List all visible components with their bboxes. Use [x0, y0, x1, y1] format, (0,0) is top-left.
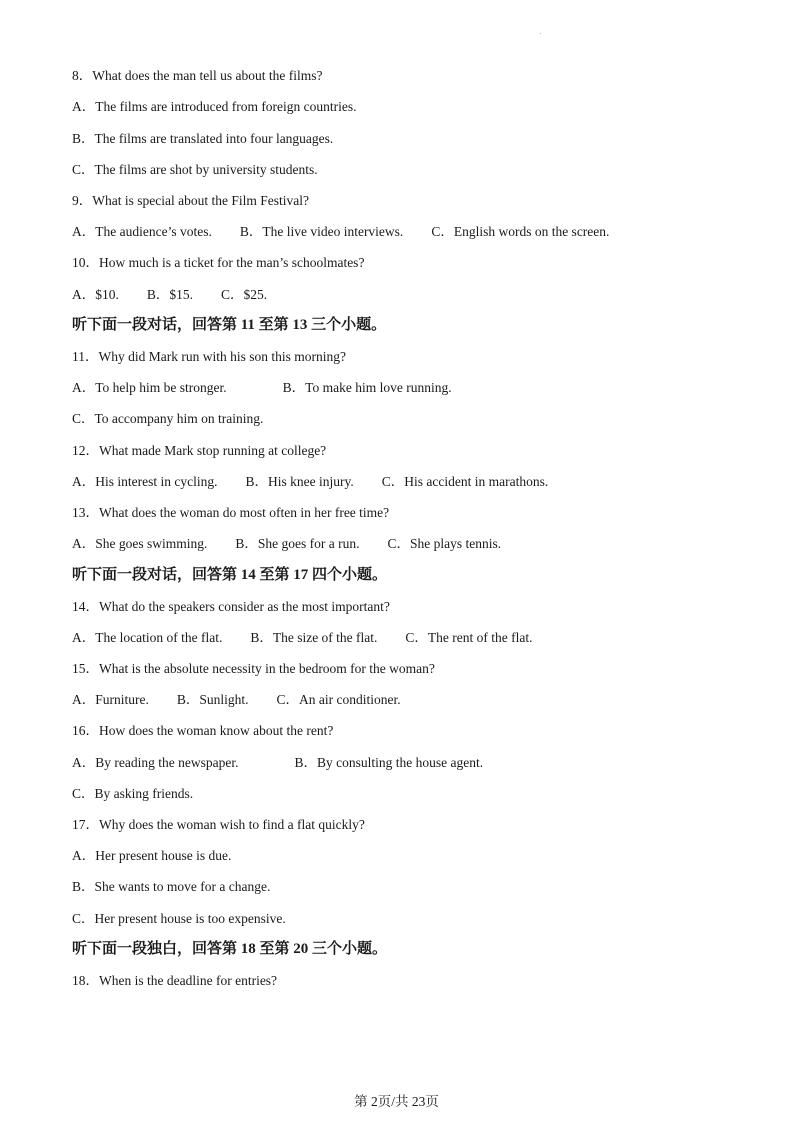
option-16c: C．By asking friends. — [72, 786, 194, 801]
option-12b: B．His knee injury. — [245, 474, 354, 489]
question-9: 9．What is special about the Film Festival? — [72, 193, 309, 208]
question-12: 12．What made Mark stop running at college? — [72, 443, 327, 458]
option-14c: C．The rent of the flat. — [405, 630, 533, 645]
section-heading-11-13: 听下面一段对话，回答第 11 至第 13 三个小题。 — [72, 317, 387, 333]
option-16b: B．By consulting the house agent. — [294, 755, 484, 770]
question-14: 14．What do the speakers consider as the most important? — [72, 599, 390, 614]
options-16 — [72, 755, 483, 771]
option-17b: B．She wants to move for a change. — [72, 879, 271, 894]
question-11: 11．Why did Mark run with his son this morning? — [72, 349, 346, 364]
option-9a: A．The audience’s votes. — [72, 224, 212, 239]
option-16a: A．By reading the newspaper. — [72, 755, 239, 770]
option-17c: C．Her present house is too expensive. — [72, 911, 286, 926]
option-13b: B．She goes for a run. — [235, 536, 360, 551]
question-17: 17．Why does the woman wish to find a flat quickly? — [72, 817, 365, 832]
option-10b: B．$15. — [146, 287, 194, 302]
option-10a: A．$10. — [72, 287, 119, 302]
option-9c: C．English words on the screen. — [431, 224, 610, 239]
section-heading-18-20: 听下面一段独白，回答第 18 至第 20 三个小题。 — [72, 941, 388, 957]
options-11 — [72, 380, 452, 396]
options-15 — [72, 692, 401, 708]
options-12 — [72, 474, 548, 490]
option-13a: A．She goes swimming. — [72, 536, 208, 551]
options-14 — [72, 630, 533, 646]
options-13 — [72, 536, 501, 552]
option-12c: C．His accident in marathons. — [381, 474, 549, 489]
option-13c: C．She plays tennis. — [387, 536, 502, 551]
question-8: 8．What does the man tell us about the films? — [72, 68, 323, 83]
option-10c: C．$25. — [221, 287, 268, 302]
option-8a: A．The films are introduced from foreign countries. — [72, 99, 357, 114]
option-12a: A．His interest in cycling. — [72, 474, 218, 489]
option-15a: A．Furniture. — [72, 692, 149, 707]
question-13: 13．What does the woman do most often in her free time? — [72, 505, 390, 520]
option-11a: A．To help him be stronger. — [72, 380, 227, 395]
option-17a: A．Her present house is due. — [72, 848, 232, 863]
scan-speck — [540, 33, 541, 34]
option-9b: B．The live video interviews. — [239, 224, 404, 239]
options-10 — [72, 287, 267, 303]
option-15c: C．An air conditioner. — [276, 692, 401, 707]
option-8c: C．The films are shot by university students. — [72, 162, 318, 177]
option-8b: B．The films are translated into four languages. — [72, 131, 334, 146]
options-9 — [72, 224, 609, 240]
question-10: 10．How much is a ticket for the man’s schoolmates? — [72, 255, 365, 270]
section-heading-14-17: 听下面一段对话，回答第 14 至第 17 四个小题。 — [72, 567, 388, 583]
option-11b: B．To make him love running. — [282, 380, 452, 395]
option-15b: B．Sunlight. — [176, 692, 249, 707]
question-15: 15．What is the absolute necessity in the bedroom for the woman? — [72, 661, 435, 676]
question-18: 18．When is the deadline for entries? — [72, 973, 278, 988]
option-11c: C．To accompany him on training. — [72, 411, 264, 426]
question-16: 16．How does the woman know about the rent? — [72, 723, 334, 738]
option-14b: B．The size of the flat. — [250, 630, 378, 645]
option-14a: A．The location of the flat. — [72, 630, 223, 645]
page-number-footer: 第 2页/共 23页 — [354, 1094, 439, 1109]
